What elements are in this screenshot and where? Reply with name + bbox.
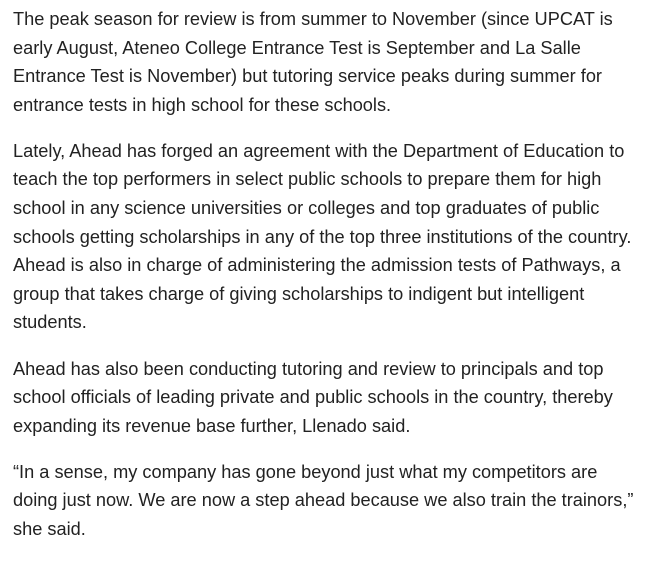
- article-body: [13, 5, 645, 544]
- article-paragraph: Lately, Ahead has forged an agreement with the Department of Education to teach the top performers in select public schools to prepare them for high school in any science universities or colleges and top graduates of public schools getting scholarships in any of the top three institutions of the country. Ahead is also in charge of administering the admission tests of Pathways, a group that takes charge of giving scholarships to indigent but intelligent students.: [13, 140, 632, 333]
- article-paragraph: Ahead has also been conducting tutoring and review to principals and top school officials of leading private and public schools in the country, thereby expanding its revenue base further, Llenado said.: [13, 358, 613, 436]
- article-paragraph: “In a sense, my company has gone beyond just what my competitors are doing just now. We are now a step ahead because we also train the trainors,” she said.: [13, 461, 634, 539]
- article-paragraph: The peak season for review is from summer to November (since UPCAT is early August, Ateneo College Entrance Test is September and La Salle Entrance Test is November) but tutoring service peaks during summer for entrance tests in high school for these schools.: [13, 9, 613, 115]
